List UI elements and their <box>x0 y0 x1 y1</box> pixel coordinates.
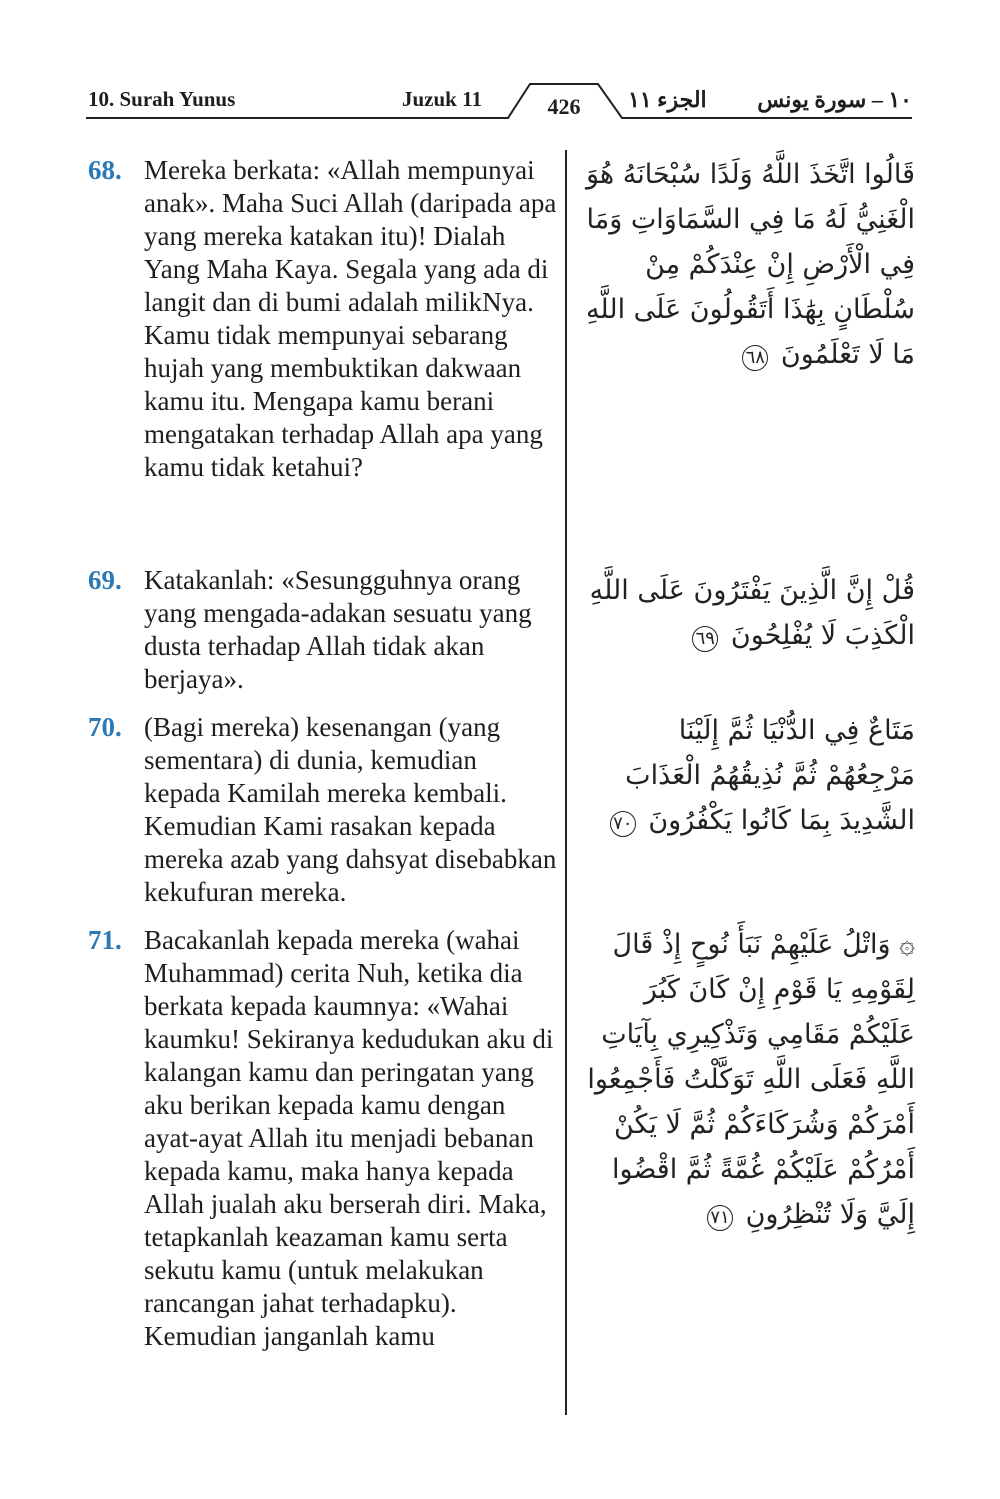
verse-translation-70 <box>88 711 558 909</box>
ayah-end-marker: ٦٩ <box>692 626 718 652</box>
translation-text: Katakanlah: «Sesungguhnya orang yang mengada-adakan sesuatu yang dusta terhadap Allah tidak akan berjaya». <box>144 565 532 694</box>
translation-text: Mereka berkata: «Allah mempunyai anak». Maha Suci Allah (daripada apa yang mereka katakan itu)! Dialah Yang Maha Kaya. Segala yang ada di langit dan di bumi adalah milikNya. Kamu tidak mempunyai sebarang hujah yang membuktikan dakwaan kamu itu. Mengapa kamu berani mengatakan terhadap Allah apa yang kamu tidak ketahui? <box>144 155 557 482</box>
translation-text: (Bagi mereka) kesenangan (yang sementara) di dunia, kemudian kepada Kamilah mereka kembali. Kemudian Kami rasakan kepada mereka azab yang dahsyat disebabkan kekufuran mereka. <box>144 712 557 907</box>
surah-title-latin: 10. Surah Yunus <box>88 87 236 111</box>
verse-number: 71. <box>88 925 122 955</box>
arabic-text: قَالُوا اتَّخَذَ اللَّهُ وَلَدًا سُبْحَانَهُ هُوَ الْغَنِيُّ لَهُ مَا فِي السَّمَاوَاتِ وَمَا فِي الْأَرْضِ إِنْ عِنْدَكُمْ مِنْ سُلْطَانٍ بِهَٰذَا أَتَقُولُونَ عَلَى اللَّهِ مَا لَا تَعْلَمُونَ <box>585 159 915 370</box>
juz-label-arabic: الجزء ١١ <box>628 87 707 112</box>
verse-arabic-70 <box>585 708 915 843</box>
verse-number: 69. <box>88 565 122 595</box>
ayah-end-marker: ٧٠ <box>610 811 636 837</box>
verse-translation-68 <box>88 154 558 484</box>
ayah-end-marker: ٧١ <box>707 1205 733 1231</box>
verse-number: 70. <box>88 712 122 742</box>
verse-arabic-71 <box>585 922 915 1237</box>
arabic-text: مَتَاعٌ فِي الدُّنْيَا ثُمَّ إِلَيْنَا مَرْجِعُهُمْ ثُمَّ نُذِيقُهُمُ الْعَذَابَ الشَّدِيدَ بِمَا كَانُوا يَكْفُرُونَ <box>625 715 915 836</box>
surah-title-arabic: ١٠ – سورة يونس <box>757 87 912 112</box>
arabic-text: ۞ وَاتْلُ عَلَيْهِمْ نَبَأَ نُوحٍ إِذْ قَالَ لِقَوْمِهِ يَا قَوْمِ إِنْ كَانَ كَبُرَ عَلَيْكُمْ مَقَامِي وَتَذْكِيرِي بِآيَاتِ اللَّهِ فَعَلَى اللَّهِ تَوَكَّلْتُ فَأَجْمِعُوا أَمْرَكُمْ وَشُرَكَاءَكُمْ ثُمَّ لَا يَكُنْ أَمْرُكُمْ عَلَيْكُمْ غُمَّةً ثُمَّ اقْضُوا إِلَيَّ وَلَا تُنْظِرُونِ <box>587 929 915 1230</box>
verse-translation-71 <box>88 924 558 1353</box>
verse-number: 68. <box>88 155 122 185</box>
translation-text: Bacakanlah kepada mereka (wahai Muhammad) cerita Nuh, ketika dia berkata kepada kaumnya: «Wahai kaumku! Sekiranya kedudukan aku di kalangan kamu dan peringatan yang aku berikan kepada kamu dengan ayat-ayat Allah itu menjadi bebanan kepada kamu, maka hanya kepada Allah jualah aku berserah diri. Maka, tetapkanlah keazaman kamu serta sekutu kamu (untuk melakukan rancangan jahat terhadapku). Kemudian janganlah kamu <box>144 925 554 1351</box>
page-header <box>0 0 1000 130</box>
verse-arabic-68 <box>585 152 915 377</box>
arabic-text: قُلْ إِنَّ الَّذِينَ يَفْتَرُونَ عَلَى اللَّهِ الْكَذِبَ لَا يُفْلِحُونَ <box>589 575 915 651</box>
juzuk-label: Juzuk 11 <box>402 87 482 111</box>
column-divider <box>565 150 567 1415</box>
ayah-end-marker: ٦٨ <box>742 345 768 371</box>
verse-translation-69 <box>88 564 558 696</box>
page-number: 426 <box>547 94 581 119</box>
verse-arabic-69 <box>585 568 915 658</box>
